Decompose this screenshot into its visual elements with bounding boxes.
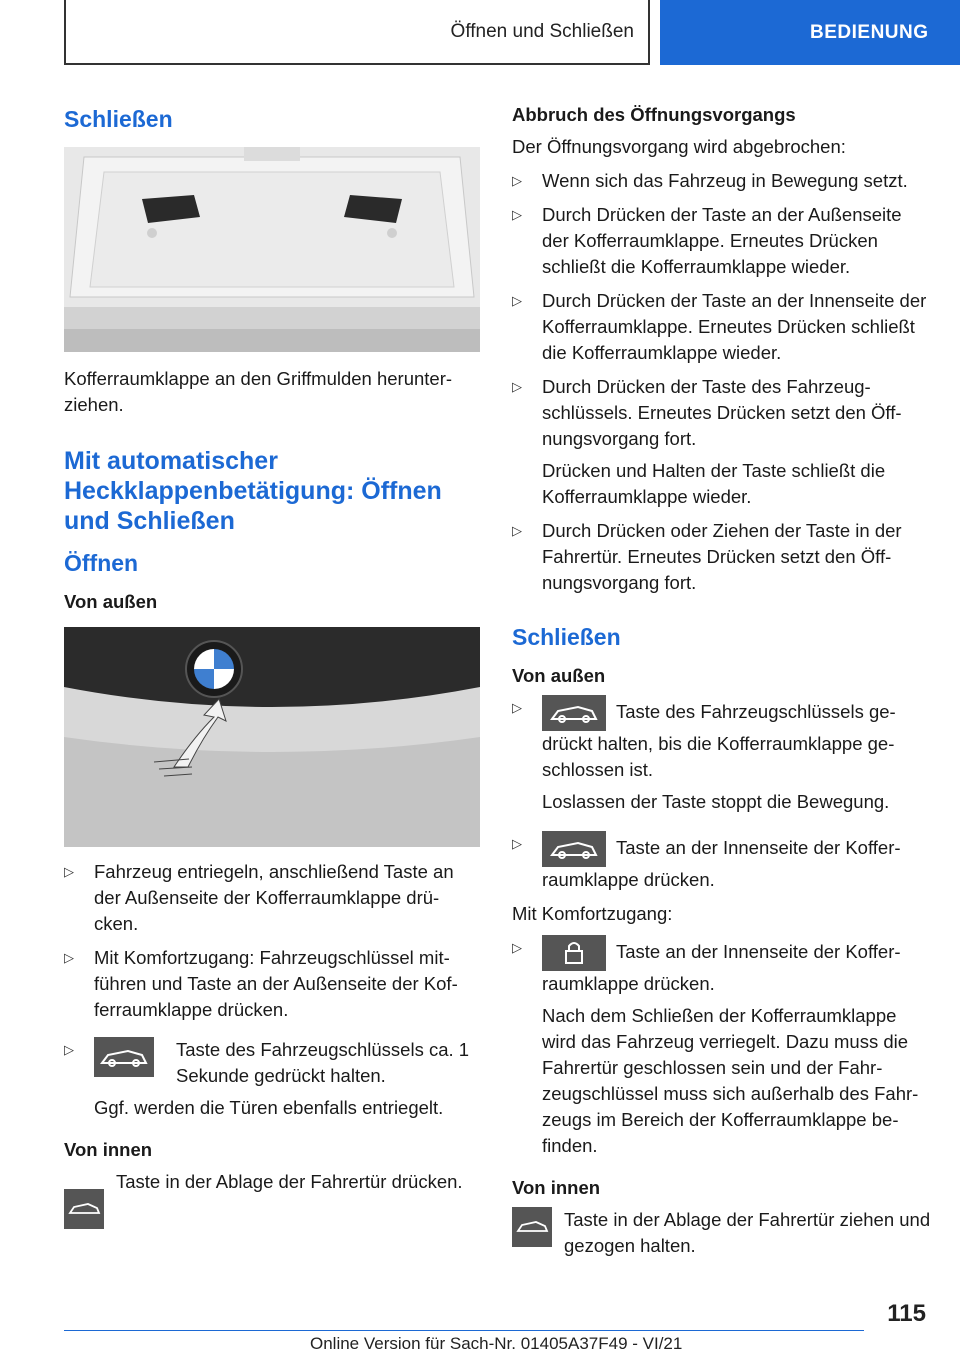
list-item-key — [512, 831, 932, 893]
header-section-title: Öffnen und Schließen — [450, 20, 634, 42]
komfort-label: Mit Komfortzugang: — [512, 903, 673, 924]
list-item-sub: Drücken und Halten der Taste schließt die Kofferraumklappe wieder. — [542, 460, 886, 507]
car-trunk-icon — [512, 1207, 552, 1247]
list-item: ▷ Durch Drücken der Taste an der Innenseite der Kofferraumklappe. Erneutes Drücken schließt die Kofferraumklappe wieder. — [512, 288, 932, 366]
car-trunk-icon — [94, 1037, 154, 1077]
list-item-text: Durch Drücken der Taste des Fahrzeug-schlüssels. Erneutes Drücken setzt den Öff-nungsvorgang fort. — [542, 376, 902, 449]
key1-text: Taste des Fahrzeugschlüssels ge-drückt halten, bis die Kofferraumklappe ge-schlossen ist. — [542, 700, 896, 780]
trunk-lid-image — [64, 147, 480, 352]
heading-automatic-tailgate: Mit automatischer Heckklappenbetätigung: Öffnen und Schließen — [64, 447, 442, 535]
abbruch-list — [512, 168, 932, 596]
footer-text: Online Version für Sach-Nr. 01405A37F49 - VI/21 — [310, 1334, 683, 1353]
inside-pull-row — [512, 1207, 932, 1259]
header-chapter — [660, 0, 960, 65]
key1-sub: Loslassen der Taste stoppt die Bewegung. — [542, 791, 890, 812]
right-column — [512, 104, 932, 1259]
key-hold-sub: Ggf. werden die Türen ebenfalls entriegelt. — [94, 1097, 444, 1118]
list-item: ▷ Durch Drücken der Taste an der Außenseite der Kofferraumklappe. Erneutes Drücken schließt die Kofferraumklappe wieder. — [512, 202, 932, 280]
inside-button-row — [64, 1169, 480, 1229]
open-from-outside-list — [64, 859, 480, 1121]
header-section — [64, 0, 650, 65]
header-chapter-title: BEDIENUNG — [810, 21, 929, 43]
close-from-outside-list — [512, 695, 932, 893]
key2-text: Taste an der Innenseite der Koffer-raumklappe drücken. — [542, 836, 901, 890]
footer-divider — [64, 1330, 864, 1331]
list-item: ▷ Mit Komfortzugang: Fahrzeugschlüssel mit-führen und Taste an der Außenseite der Kof-ferraumklappe drücken. — [64, 945, 480, 1023]
lock-icon — [542, 935, 606, 971]
list-item: ▷ Durch Drücken oder Ziehen der Taste in der Fahrertür. Erneutes Drücken setzt den Öff-nungsvorgang fort. — [512, 518, 932, 596]
key-hold-text: ▷ Taste des Fahrzeugschlüssels ca. 1 Sekunde gedrückt halten. — [176, 1039, 470, 1086]
list-item: ▷ Wenn sich das Fahrzeug in Bewegung setzt. — [512, 168, 932, 194]
list-item-key — [512, 935, 932, 1159]
heading-abbruch: Abbruch des Öffnungsvorgangs — [512, 104, 796, 125]
heading-oeffnen: Öffnen — [64, 550, 139, 576]
heading-von-aussen: Von außen — [64, 591, 158, 612]
left-column — [64, 100, 480, 1229]
komfort-list — [512, 935, 932, 1159]
car-trunk-icon — [542, 695, 606, 731]
key3-text: Taste an der Innenseite der Koffer-raumklappe drücken. — [542, 940, 901, 994]
inside-pull-text: Taste in der Ablage der Fahrertür ziehen und gezogen halten. — [564, 1209, 931, 1256]
abbruch-intro: Der Öffnungsvorgang wird abgebrochen: — [512, 136, 846, 157]
heading-schliessen-right: Schließen — [512, 624, 621, 650]
heading-von-innen: Von innen — [64, 1139, 153, 1160]
heading-von-innen-right: Von innen — [512, 1177, 601, 1198]
list-item — [512, 374, 932, 510]
heading-von-aussen-right: Von außen — [512, 665, 606, 686]
car-trunk-icon — [64, 1189, 104, 1229]
list-item-key — [512, 695, 932, 815]
car-trunk-icon — [542, 831, 606, 867]
inside-button-text: Taste in der Ablage der Fahrertür drücken. — [116, 1171, 463, 1192]
caption-trunk-close: Kofferraumklappe an den Griffmulden herunter-ziehen. — [64, 368, 453, 415]
heading-schliessen: Schließen — [64, 106, 173, 132]
trunk-button-image — [64, 627, 480, 847]
list-item: ▷ Fahrzeug entriegeln, anschließend Taste an der Außenseite der Kofferraumklappe drü-cken. — [64, 859, 480, 937]
list-item-key — [64, 1037, 480, 1121]
page-number: 115 — [887, 1300, 926, 1327]
key3-sub: Nach dem Schließen der Kofferraumklappe wird das Fahrzeug verriegelt. Dazu muss die Fahrertür geschlossen sein und der Fahr-zeugschlüssel muss sich außerhalb des Fahr-zeugs im Bereich der Kofferraumklappe be-finden. — [542, 1005, 919, 1156]
